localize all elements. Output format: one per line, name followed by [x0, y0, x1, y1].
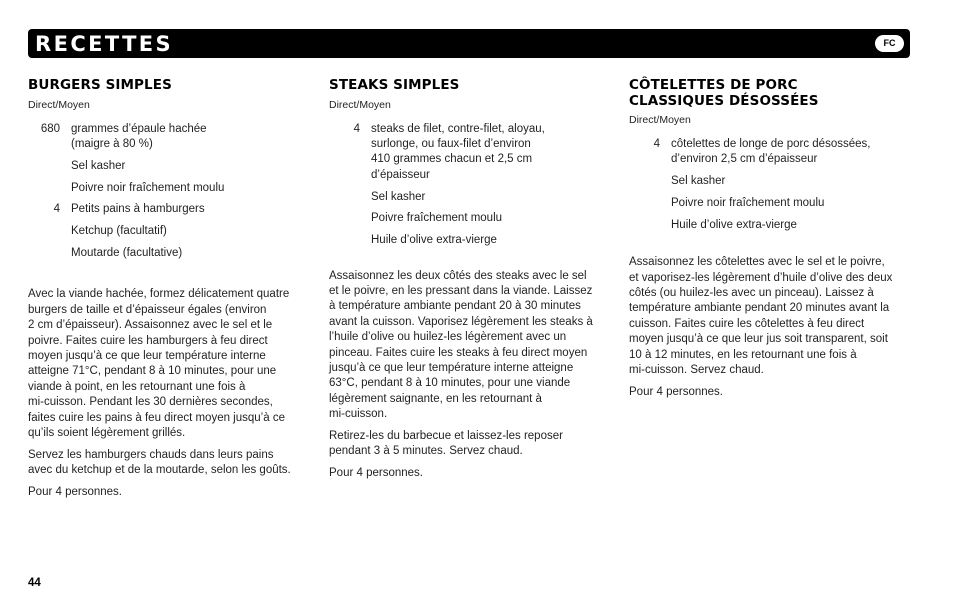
recipe-steaks — [329, 78, 614, 488]
ingredient-text — [60, 159, 313, 174]
ingredient-quantity — [629, 218, 660, 233]
recipe-title-line: CLASSIQUES DÉSOSSÉES — [629, 92, 819, 109]
ingredient-item — [28, 246, 313, 261]
instruction-line: Avec la viande hachée, formez délicatement quatre — [28, 288, 290, 301]
instruction-line: légèrement saignante, en les retournant à — [329, 392, 542, 405]
ingredient-text — [660, 174, 914, 189]
ingredient-quantity: 680 — [40, 122, 60, 135]
ingredient-item — [629, 218, 914, 233]
ingredient-line: (maigre à 80 %) — [71, 137, 153, 150]
instruction-paragraph — [629, 385, 914, 400]
ingredient-quantity — [28, 159, 60, 174]
ingredient-quantity — [329, 190, 360, 205]
ingredient-quantity — [329, 211, 360, 226]
ingredient-list — [629, 137, 914, 233]
ingredient-list — [28, 122, 313, 262]
ingredient-list — [329, 122, 614, 249]
instruction-line: et vaporisez-les légèrement d’huile d’olive des deux — [629, 271, 893, 284]
ingredient-line: côtelettes de longe de porc désossées, — [671, 138, 871, 150]
ingredient-line: Poivre noir fraîchement moulu — [71, 181, 225, 194]
ingredient-item — [629, 174, 914, 189]
ingredient-text — [360, 122, 614, 184]
ingredient-line: d’épaisseur — [371, 168, 430, 181]
instruction-line: poivre. Faites cuire les hamburgers à feu direct — [28, 334, 268, 347]
instruction-line: faites cuire les pains à feu direct moyen jusqu’à ce — [28, 411, 285, 424]
language-badge: FC — [875, 35, 904, 52]
ingredient-line: Sel kasher — [671, 175, 726, 188]
instruction-line: mi-cuisson. Pendant les 30 dernières secondes, — [28, 396, 273, 409]
ingredient-item — [28, 122, 313, 153]
instruction-line: viande à point, en les retournant une fois à — [28, 380, 246, 393]
ingredient-quantity: 4 — [53, 203, 60, 216]
instruction-line: Servez les hamburgers chauds dans leurs pains — [28, 448, 274, 461]
cooking-method: Direct/Moyen — [629, 114, 691, 126]
instruction-line: avec du ketchup et de la moutarde, selon les goûts. — [28, 464, 291, 477]
instruction-line: 10 à 12 minutes, en les retournant une fois à — [629, 348, 857, 361]
instruction-line: et le poivre, en les pressant dans la viande. Laissez — [329, 284, 593, 297]
section-title: RECETTES — [35, 32, 174, 56]
instruction-line: côtés (ou huilez-les avec un pinceau). Laissez à — [629, 287, 874, 300]
ingredient-quantity — [329, 233, 360, 248]
instruction-line: Pour 4 personnes. — [629, 385, 723, 398]
instruction-line: jusqu’à ce que leur température interne atteigne — [329, 361, 574, 374]
ingredient-quantity — [28, 246, 60, 261]
recipe-title-line: STEAKS SIMPLES — [329, 77, 460, 93]
instruction-line: 63°C, pendant 8 à 10 minutes, pour une viande — [329, 377, 571, 390]
instruction-line: Pour 4 personnes. — [329, 467, 423, 480]
ingredient-line: Poivre noir fraîchement moulu — [671, 197, 825, 209]
ingredient-text — [660, 218, 914, 233]
instruction-line: l’huile d’olive ou huilez-les légèrement avec un — [329, 331, 567, 344]
instruction-line: Retirez-les du barbecue et laissez-les reposer — [329, 429, 563, 442]
instruction-paragraph — [28, 287, 313, 441]
ingredient-quantity: 4 — [653, 138, 660, 150]
ingredient-item — [629, 137, 914, 168]
ingredient-text — [60, 122, 313, 153]
ingredient-item — [28, 181, 313, 196]
instruction-line: burgers de taille et d’épaisseur égales (environ — [28, 303, 267, 316]
ingredient-item — [329, 211, 614, 226]
ingredient-text — [360, 211, 614, 226]
cooking-method: Direct/Moyen — [28, 98, 90, 111]
ingredient-line: grammes d’épaule hachée — [71, 122, 207, 135]
ingredient-text — [660, 137, 914, 168]
instructions — [629, 255, 914, 400]
instruction-line: mi-cuisson. Servez chaud. — [629, 364, 764, 377]
ingredient-line: surlonge, ou faux-filet d’environ — [371, 137, 531, 150]
ingredient-quantity: 4 — [353, 122, 360, 135]
instruction-paragraph — [329, 269, 614, 423]
instruction-paragraph — [329, 466, 614, 481]
instruction-paragraph — [629, 255, 914, 378]
ingredient-line: Huile d’olive extra-vierge — [371, 234, 497, 247]
instruction-line: moyen jusqu’à ce que leur jus soit transparent, soit — [629, 333, 888, 346]
instruction-paragraph — [329, 429, 614, 460]
ingredient-line: Sel kasher — [371, 190, 426, 203]
page-number: 44 — [28, 577, 41, 589]
instruction-line: atteigne 71°C, pendant 8 à 10 minutes, pour une — [28, 365, 277, 378]
instruction-line: Assaisonnez les deux côtés des steaks avec le sel — [329, 269, 587, 282]
ingredient-line: Sel kasher — [71, 159, 126, 172]
instruction-line: à température ambiante pendant 20 à 30 minutes — [329, 300, 581, 313]
recipe-pork-chops — [629, 78, 914, 407]
ingredient-text — [660, 196, 914, 211]
instruction-line: avant la cuisson. Vaporisez légèrement les steaks à — [329, 315, 593, 328]
ingredient-item — [28, 159, 313, 174]
ingredient-item — [329, 233, 614, 248]
section-banner — [28, 29, 910, 58]
instruction-line: Pour 4 personnes. — [28, 485, 122, 498]
ingredient-quantity — [28, 181, 60, 196]
instruction-line: Assaisonnez les côtelettes avec le sel et le poivre, — [629, 256, 885, 269]
ingredient-text — [60, 246, 313, 261]
ingredient-line: Moutarde (facultative) — [71, 246, 183, 259]
instruction-line: cuisson. Faites cuire les côtelettes à feu direct — [629, 317, 865, 330]
recipe-title — [329, 78, 614, 94]
ingredient-item — [329, 190, 614, 205]
ingredient-item — [629, 196, 914, 211]
ingredient-line: Petits pains à hamburgers — [71, 203, 205, 216]
ingredient-quantity — [629, 174, 660, 189]
ingredient-line: Poivre fraîchement moulu — [371, 212, 503, 225]
recipe-burgers — [28, 78, 313, 507]
instruction-line: température ambiante pendant 20 minutes avant la — [629, 302, 890, 315]
instruction-line: mi-cuisson. — [329, 408, 388, 421]
ingredient-text — [60, 181, 313, 196]
instruction-line: pinceau. Faites cuire les steaks à feu direct moyen — [329, 346, 588, 359]
ingredient-item — [28, 202, 313, 217]
ingredient-line: Huile d’olive extra-vierge — [671, 218, 797, 231]
ingredient-line: 410 grammes chacun et 2,5 cm — [371, 153, 533, 166]
ingredient-text — [360, 233, 614, 248]
ingredient-quantity — [28, 224, 60, 239]
instructions — [28, 287, 313, 500]
instructions — [329, 269, 614, 482]
recipe-title-line: BURGERS SIMPLES — [28, 77, 172, 93]
ingredient-line: Ketchup (facultatif) — [71, 225, 167, 238]
ingredient-quantity — [629, 196, 660, 211]
instruction-line: pendant 3 à 5 minutes. Servez chaud. — [329, 445, 523, 458]
ingredient-item — [28, 224, 313, 239]
recipe-title-line: CÔTELETTES DE PORC — [629, 77, 798, 93]
recipe-title — [629, 78, 914, 109]
ingredient-line: steaks de filet, contre-filet, aloyau, — [371, 122, 545, 135]
instruction-line: 2 cm d’épaisseur). Assaisonnez avec le sel et le — [28, 319, 273, 332]
instruction-line: qu’ils soient légèrement grillés. — [28, 426, 186, 439]
ingredient-line: d’environ 2,5 cm d’épaisseur — [671, 153, 818, 166]
instruction-paragraph — [28, 448, 313, 479]
instruction-line: moyen jusqu’à ce que leur température interne — [28, 349, 266, 362]
ingredient-text — [60, 224, 313, 239]
cooking-method: Direct/Moyen — [329, 98, 391, 111]
instruction-paragraph — [28, 485, 313, 500]
ingredient-text — [60, 202, 313, 217]
recipe-title — [28, 78, 313, 94]
ingredient-item — [329, 122, 614, 184]
ingredient-text — [360, 190, 614, 205]
